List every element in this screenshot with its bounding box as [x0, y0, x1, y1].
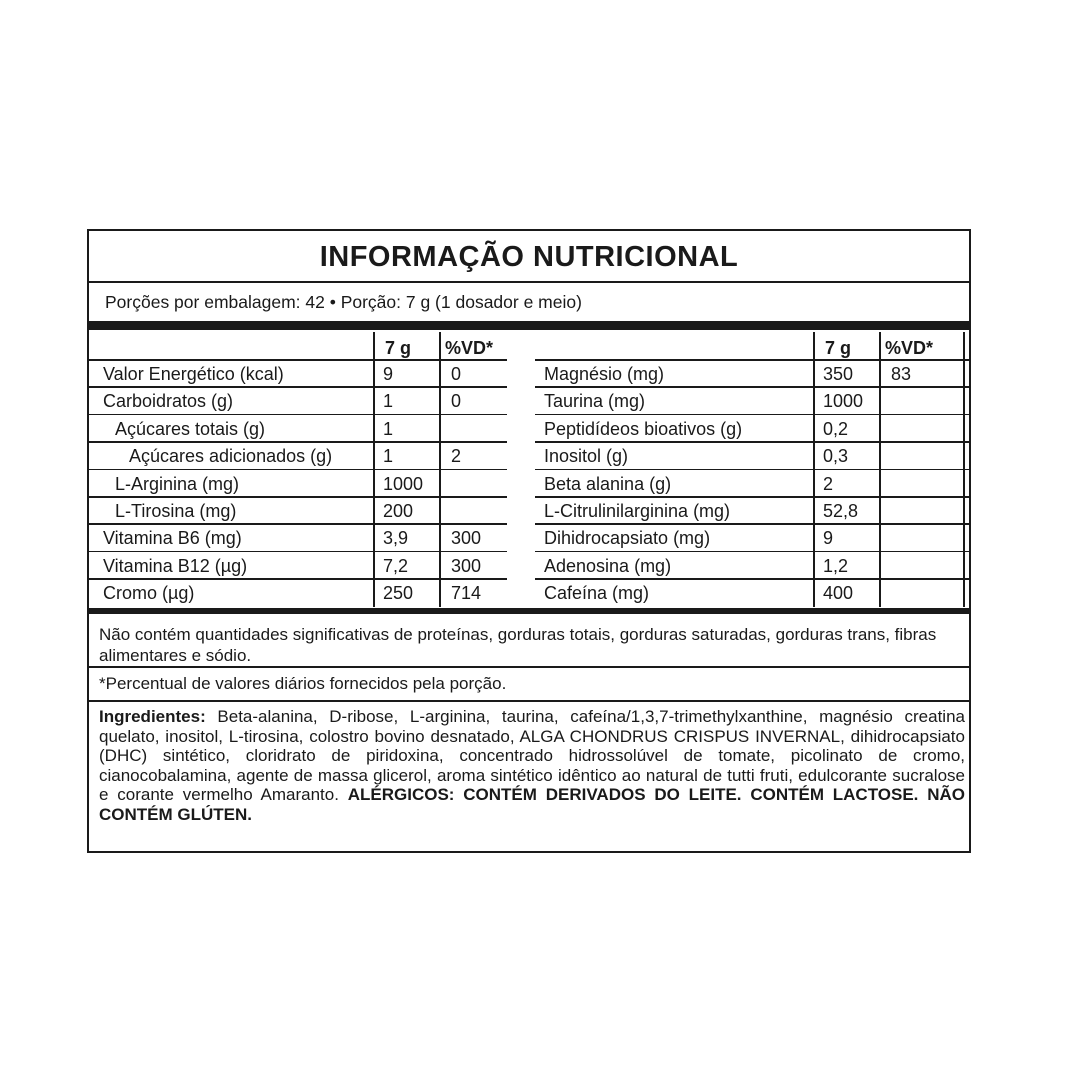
left-nutrient-vd: 714 [451, 583, 482, 604]
ingredients-divider [89, 700, 969, 702]
left-nutrient-amount: 1 [383, 391, 394, 412]
right-nutrient-name: L-Citrulinilarginina (mg) [544, 501, 731, 521]
right-nutrient-vd: 83 [891, 364, 912, 384]
thick-divider-top [89, 321, 969, 330]
right-nutrient-amount: 350 [823, 364, 854, 384]
right-nutrient-amount: 52,8 [823, 501, 859, 521]
label-title: INFORMAÇÃO NUTRICIONAL [319, 241, 739, 273]
right-nutrient-name: Inositol (g) [544, 446, 629, 467]
left-nutrient-amount: 3,9 [383, 528, 409, 549]
right-nutrient-name: Peptidídeos bioativos (g) [544, 418, 743, 439]
right-nutrient-name: Taurina (mg) [544, 391, 646, 412]
ingredients-label: Ingredientes: [99, 707, 206, 726]
thick-divider-bottom [89, 608, 969, 614]
header-left-vd: %VD* [445, 338, 494, 358]
right-nutrient-amount: 1,2 [823, 555, 849, 576]
right-nutrient-name: Adenosina (mg) [544, 555, 672, 576]
left-nutrient-name: L-Arginina (mg) [115, 473, 240, 494]
left-nutrient-amount: 1 [383, 418, 394, 439]
right-nutrient-amount: 2 [823, 473, 834, 494]
left-nutrient-name: Açúcares adicionados (g) [129, 446, 333, 467]
left-nutrient-amount: 7,2 [383, 555, 409, 576]
left-nutrient-amount: 250 [383, 583, 414, 604]
left-nutrient-name: Vitamina B12 (µg) [103, 555, 248, 576]
right-nutrient-amount: 1000 [823, 391, 864, 412]
left-nutrient-amount: 200 [383, 501, 414, 521]
right-nutrient-name: Magnésio (mg) [544, 364, 665, 384]
left-nutrient-vd: 300 [451, 555, 482, 576]
left-nutrient-vd: 2 [451, 446, 462, 467]
note-divider [89, 666, 969, 668]
insignificant-note: Não contém quantidades significativas de proteínas, gorduras totais, gorduras saturadas, gorduras trans, fibras alimentares e sódio. [99, 625, 937, 665]
left-nutrient-vd: 300 [451, 528, 482, 549]
left-nutrient-amount: 1 [383, 446, 394, 467]
allergens-warning: ALÉRGICOS: CONTÉM DERIVADOS DO LEITE. CONTÉM LACTOSE. NÃO CONTÉM GLÚTEN. [99, 785, 965, 824]
left-nutrient-amount: 9 [383, 364, 394, 384]
right-nutrient-amount: 0,2 [823, 418, 849, 439]
right-nutrient-amount: 9 [823, 528, 834, 549]
left-nutrient-name: L-Tirosina (mg) [115, 501, 237, 521]
right-nutrient-amount: 0,3 [823, 446, 849, 467]
header-left-amount: 7 g [385, 338, 412, 358]
header-right-amount: 7 g [825, 338, 852, 358]
right-nutrient-name: Dihidrocapsiato (mg) [544, 528, 711, 549]
left-nutrient-name: Cromo (µg) [103, 583, 195, 604]
left-nutrient-name: Valor Energético (kcal) [103, 364, 284, 384]
left-nutrient-amount: 1000 [383, 473, 424, 494]
ingredients-text: Beta-alanina, D-ribose, L-arginina, taurina, cafeína/1,3,7-trimethylxanthine, magnésio creatina quelato, inositol, L-tirosina, colostro bovino desnatado, ALGA CHONDRUS CRISPUS INVERNAL, dihidrocapsiato (DHC) sintético, cloridrato de piridoxina, concentrado hidrossolúvel de tomate, picolinato de cromo, cianocobalamina, agente de massa glicerol, aroma sintético idêntico ao natural de tutti fruti, edulcorante sucralose e corante vermelho Amaranto. [99, 707, 965, 804]
title-divider [89, 281, 969, 283]
right-nutrient-name: Cafeína (mg) [544, 583, 650, 604]
right-nutrient-name: Beta alanina (g) [544, 473, 672, 494]
servings-info: Porções por embalagem: 42 • Porção: 7 g (1 dosador e meio) [105, 292, 582, 312]
left-nutrient-vd: 0 [451, 364, 462, 384]
right-nutrient-amount: 400 [823, 583, 854, 604]
left-nutrient-name: Carboidratos (g) [103, 391, 234, 412]
left-nutrient-name: Açúcares totais (g) [115, 418, 266, 439]
left-nutrient-name: Vitamina B6 (mg) [103, 528, 242, 549]
ingredients-block [99, 707, 965, 824]
header-right-vd: %VD* [885, 338, 934, 358]
vd-note: *Percentual de valores diários fornecidos pela porção. [99, 674, 507, 693]
nutrition-label [87, 229, 971, 853]
left-nutrient-vd: 0 [451, 391, 462, 412]
nutrient-table [89, 332, 969, 612]
